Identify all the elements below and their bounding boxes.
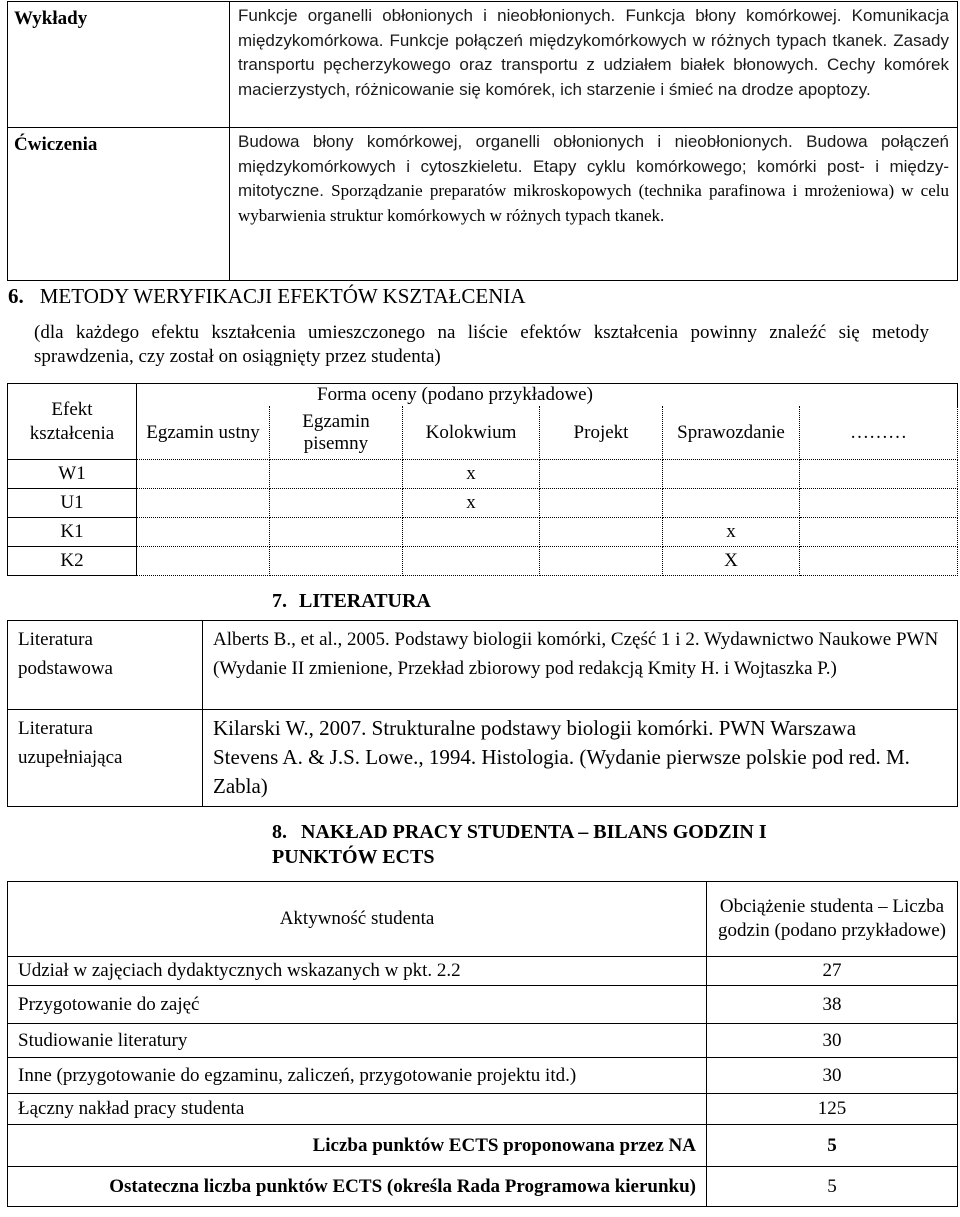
section-6-title: METODY WERYFIKACJI EFEKTÓW KSZTAŁCENIA	[39, 284, 526, 308]
mark-cell	[540, 460, 663, 489]
supplementary-item: Stevens A. & J.S. Lowe., 1994. Histologia. (Wydanie pierwsze polskie pod red. M. Zabla)	[213, 745, 910, 798]
exercises-text-part2: Sporządzanie preparatów mikroskopowych (technika parafinowa i mrożeniowa) w celu wybarwienia struktur komórkowych w różnych typach tkanek.	[238, 181, 949, 225]
effect-header: Efekt kształcenia	[8, 384, 137, 460]
ects-proposed-label: Liczba punktów ECTS proponowana przez NA	[8, 1125, 707, 1167]
section-8-heading	[272, 820, 832, 870]
mark-cell	[800, 460, 958, 489]
effect-cell: K1	[8, 518, 137, 547]
activity-cell: Przygotowanie do zajęć	[8, 986, 707, 1024]
exercises-text	[230, 128, 958, 281]
hours-cell: 38	[707, 986, 958, 1024]
section-6-heading	[8, 284, 526, 309]
hours-cell: 27	[707, 957, 958, 986]
table-row	[8, 489, 958, 518]
table-row	[8, 406, 958, 460]
table-row	[8, 518, 958, 547]
mark-cell: X	[663, 547, 800, 576]
lectures-text: Funkcje organelli obłonionych i nieobłonionych. Funkcja błony komórkowej. Komunikacja międzykomórkowa. Funkcje połączeń międzykomórkowych w różnych typach tkanek. Zasady transportu pęcherzykowego oraz transportu z udziałem białek błonowych. Cechy komórek macierzystych, różnicowanie się komórek, ich starzenie i śmieć na drodze apoptozy.	[230, 2, 958, 128]
mark-cell	[137, 489, 270, 518]
hours-cell: 30	[707, 1024, 958, 1058]
literature-table	[7, 620, 958, 807]
section-6-note: (dla każdego efektu kształcenia umieszczonego na liście efektów kształcenia powinny znaleźć się metody sprawdzenia, czy został on osiągnięty przez studenta)	[34, 322, 929, 367]
table-row	[8, 1058, 958, 1094]
mark-cell	[137, 460, 270, 489]
mark-cell	[540, 518, 663, 547]
table-row	[8, 460, 958, 489]
activity-header: Aktywność studenta	[8, 882, 707, 957]
activity-cell: Studiowanie literatury	[8, 1024, 707, 1058]
basic-literature-text: Alberts B., et al., 2005. Podstawy biologii komórki, Część 1 i 2. Wydawnictwo Naukowe PWN (Wydanie II zmienione, Przekład zbiorowy pod redakcją Kmity H. i Wojtaszka P.)	[203, 621, 958, 710]
table-row	[8, 1024, 958, 1058]
exercises-text-part1: Budowa błony komórkowej, organelli obłonionych i nieobłonionych. Budowa połączeń międzykomórkowych i cytoszkieletu. Etapy cyklu komórkowego; komórki post- i między-mitotyczne.	[238, 132, 949, 200]
ects-proposed-value: 5	[707, 1125, 958, 1167]
mark-cell	[800, 518, 958, 547]
table-row	[8, 384, 958, 407]
section-8-title: NAKŁAD PRACY STUDENTA – BILANS GODZIN I PUNKTÓW ECTS	[272, 821, 767, 868]
supplementary-literature-label: Literatura uzupełniająca	[8, 710, 203, 807]
exercises-label: Ćwiczenia	[8, 128, 230, 281]
table-row	[8, 1125, 958, 1167]
table-row	[8, 710, 958, 807]
mark-cell	[270, 518, 403, 547]
supplementary-item: Kilarski W., 2007. Strukturalne podstawy biologii komórki. PWN Warszawa	[213, 716, 857, 740]
col-oral-exam: Egzamin ustny	[137, 406, 270, 460]
basic-literature-label: Literatura podstawowa	[8, 621, 203, 710]
table-row	[8, 882, 958, 957]
table-row	[8, 986, 958, 1024]
mark-cell: x	[403, 460, 540, 489]
mark-cell	[663, 489, 800, 518]
table-row	[8, 1167, 958, 1207]
col-project: Projekt	[540, 406, 663, 460]
mark-cell: x	[403, 489, 540, 518]
effect-cell: K2	[8, 547, 137, 576]
activity-cell: Łączny nakład pracy studenta	[8, 1094, 707, 1125]
ects-final-label: Ostateczna liczba punktów ECTS (określa Rada Programowa kierunku)	[8, 1167, 707, 1207]
col-written-exam: Egzamin pisemny	[270, 406, 403, 460]
effect-cell: U1	[8, 489, 137, 518]
mark-cell	[540, 489, 663, 518]
section-7-title: LITERATURA	[299, 590, 431, 612]
hours-cell: 125	[707, 1094, 958, 1125]
mark-cell	[137, 547, 270, 576]
table-row	[8, 128, 958, 281]
table-row	[8, 1094, 958, 1125]
table-row	[8, 957, 958, 986]
supplementary-literature-text	[203, 710, 958, 807]
col-colloquium: Kolokwium	[403, 406, 540, 460]
col-report: Sprawozdanie	[663, 406, 800, 460]
section-7-number: 7.	[272, 590, 287, 612]
assessment-group-header: Forma oceny (podano przykładowe)	[137, 384, 958, 407]
effect-cell: W1	[8, 460, 137, 489]
mark-cell	[540, 547, 663, 576]
mark-cell	[137, 518, 270, 547]
table-row	[8, 2, 958, 128]
mark-cell	[403, 518, 540, 547]
workload-table	[7, 881, 958, 1207]
mark-cell: x	[663, 518, 800, 547]
mark-cell	[800, 489, 958, 518]
verification-table	[7, 383, 958, 576]
mark-cell	[800, 547, 958, 576]
lectures-label: Wykłady	[8, 2, 230, 128]
mark-cell	[663, 460, 800, 489]
ects-final-value: 5	[707, 1167, 958, 1207]
table-row	[8, 621, 958, 710]
activity-cell: Inne (przygotowanie do egzaminu, zaliczeń, przygotowanie projektu itd.)	[8, 1058, 707, 1094]
mark-cell	[270, 460, 403, 489]
hours-cell: 30	[707, 1058, 958, 1094]
load-header: Obciążenie studenta – Liczba godzin (podano przykładowe)	[707, 882, 958, 957]
mark-cell	[270, 547, 403, 576]
mark-cell	[403, 547, 540, 576]
activity-cell: Udział w zajęciach dydaktycznych wskazanych w pkt. 2.2	[8, 957, 707, 986]
col-other: ………	[800, 406, 958, 460]
section-6-number: 6.	[8, 284, 24, 308]
mark-cell	[270, 489, 403, 518]
section-8-number: 8.	[272, 821, 287, 843]
section-7-heading	[272, 590, 431, 613]
table-row	[8, 547, 958, 576]
course-content-table	[7, 1, 958, 281]
